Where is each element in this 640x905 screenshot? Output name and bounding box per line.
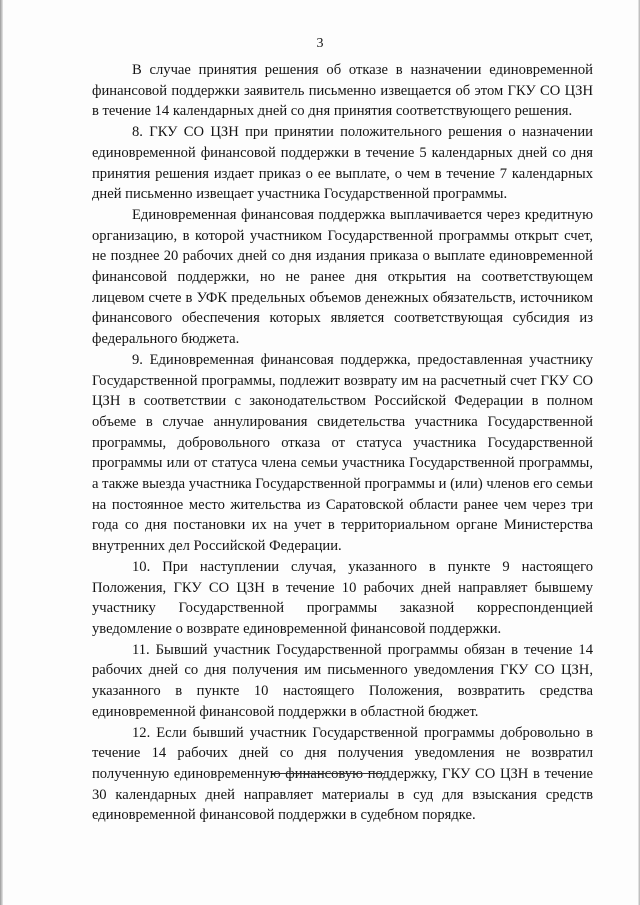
closing-rule xyxy=(272,773,385,774)
paragraph-12: 12. Если бывший участник Государственной программы добровольно в течение 14 рабочих дней со дня получения уведомления не возвратил полученную единовременную финансовую поддержку, ГКУ СО ЦЗН в течение 30 календарных дней направляет материалы в суд для взыскания средств единовременной финансовой поддержки в судебном порядке. xyxy=(92,724,593,824)
document-body xyxy=(92,60,593,826)
paragraph-10: 10. При наступлении случая, указанного в пункте 9 настоящего Положения, ГКУ СО ЦЗН в течение 10 рабочих дней направляет бывшему участнику Государственной программы заказной корреспонденцией уведомление о возврате единовременной финансовой поддержки. xyxy=(92,558,593,637)
paragraph-8: 8. ГКУ СО ЦЗН при принятии положительного решения о назначении единовременной финансовой поддержки в течение 5 календарных дней со дня принятия решения издает приказ о ее выплате, о чем в течение 7 календарных дней письменно извещает участника Государственной программы. xyxy=(92,124,593,203)
scan-edge-left xyxy=(0,0,3,905)
paragraph-11: 11. Бывший участник Государственной программы обязан в течение 14 рабочих дней со дня получения им письменного уведомления ГКУ СО ЦЗН, указанного в пункте 10 настоящего Положения, возвратить средства единовременной финансовой поддержки в областной бюджет. xyxy=(92,641,593,720)
paragraph-refusal-notice: В случае принятия решения об отказе в назначении единовременной финансовой поддержки заявитель письменно извещается об этом ГКУ СО ЦЗН в течение 14 календарных дней со дня принятия соответствующего решения. xyxy=(92,62,593,120)
paragraph-9: 9. Единовременная финансовая поддержка, предоставленная участнику Государственной программы, подлежит возврату им на расчетный счет ГКУ СО ЦЗН в соответствии с законодательством Российской Федерации в полном объеме в случае аннулирования свидетельства участника Государственной программы, добровольного отказа от статуса участника Государственной программы или от статуса члена семьи участника Государственной программы, а также выезда участника Государственной программы и (или) членов его семьи на постоянное место жительства из Саратовской области ранее чем через три года со дня постановки их на учет в территориальном органе Министерства внутренних дел Российской Федерации. xyxy=(92,351,593,555)
page-number: 3 xyxy=(316,36,324,51)
paragraph-payment: Единовременная финансовая поддержка выплачивается через кредитную организацию, в которой участником Государственной программы открыт счет, не позднее 20 рабочих дней со дня издания приказа о выплате единовременной финансовой поддержки, но не ранее дня открытия на соответствующем лицевом счете в УФК предельных объемов денежных обязательств, источником финансового обеспечения которых является соответствующая субсидия из федерального бюджета. xyxy=(92,206,593,348)
